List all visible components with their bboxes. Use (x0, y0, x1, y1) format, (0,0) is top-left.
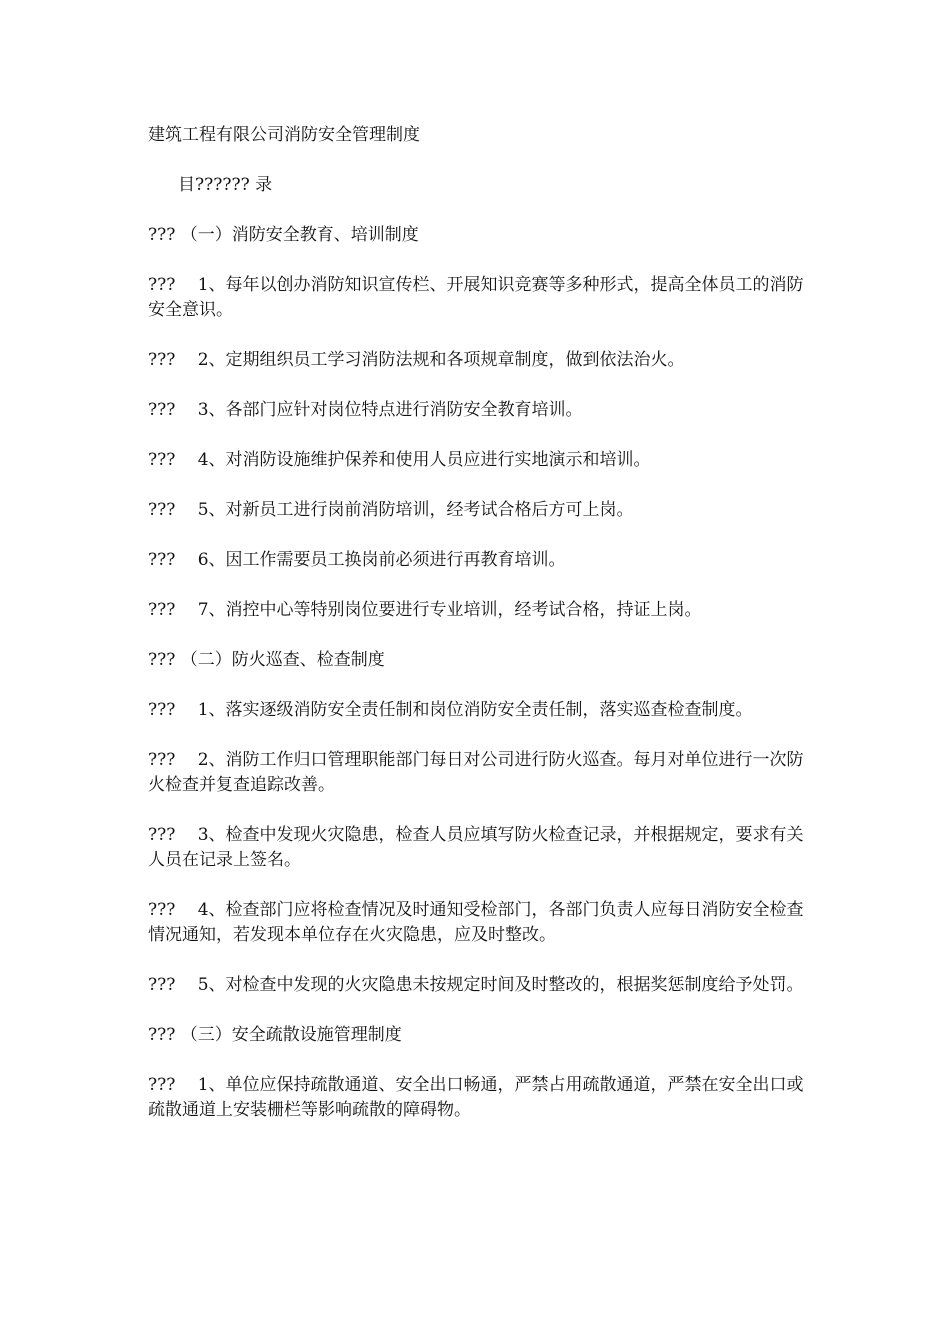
paragraph: ??? （二）防火巡查、检查制度 (148, 650, 385, 670)
toc-label: 目?????? 录 (178, 175, 273, 195)
document-title: 建筑工程有限公司消防安全管理制度 (148, 125, 420, 145)
paragraph: ??? 1、单位应保持疏散通道、安全出口畅通，严禁占用疏散通道，严禁在安全出口或疏散通道上安装栅栏等影响疏散的障碍物。 (148, 1075, 804, 1120)
paragraph: ??? 6、因工作需要员工换岗前必须进行再教育培训。 (148, 550, 566, 570)
paragraph: ??? 1、每年以创办消防知识宣传栏、开展知识竞赛等多种形式，提高全体员工的消防安全意识。 (148, 275, 804, 320)
paragraph: ??? 2、定期组织员工学习消防法规和各项规章制度，做到依法治火。 (148, 350, 685, 370)
paragraph: ??? 5、对检查中发现的火灾隐患未按规定时间及时整改的，根据奖惩制度给予处罚。 (148, 975, 804, 995)
paragraph: ??? 3、各部门应针对岗位特点进行消防安全教育培训。 (148, 400, 583, 420)
paragraph: ??? 1、落实逐级消防安全责任制和岗位消防安全责任制，落实巡查检查制度。 (148, 700, 753, 720)
paragraph: ??? 2、消防工作归口管理职能部门每日对公司进行防火巡查。每月对单位进行一次防火检查并复查追踪改善。 (148, 750, 804, 795)
paragraph: ??? （三）安全疏散设施管理制度 (148, 1025, 402, 1045)
paragraph: ??? 4、检查部门应将检查情况及时通知受检部门，各部门负责人应每日消防安全检查情况通知，若发现本单位存在火灾隐患，应及时整改。 (148, 900, 804, 945)
paragraph: ??? 3、检查中发现火灾隐患，检查人员应填写防火检查记录，并根据规定，要求有关人员在记录上签名。 (148, 825, 804, 870)
paragraph: ??? 7、消控中心等特别岗位要进行专业培训，经考试合格，持证上岗。 (148, 600, 702, 620)
document-body (148, 123, 808, 1148)
paragraph: ??? （一）消防安全教育、培训制度 (148, 225, 419, 245)
paragraph: ??? 5、对新员工进行岗前消防培训，经考试合格后方可上岗。 (148, 500, 634, 520)
paragraph: ??? 4、对消防设施维护保养和使用人员应进行实地演示和培训。 (148, 450, 651, 470)
